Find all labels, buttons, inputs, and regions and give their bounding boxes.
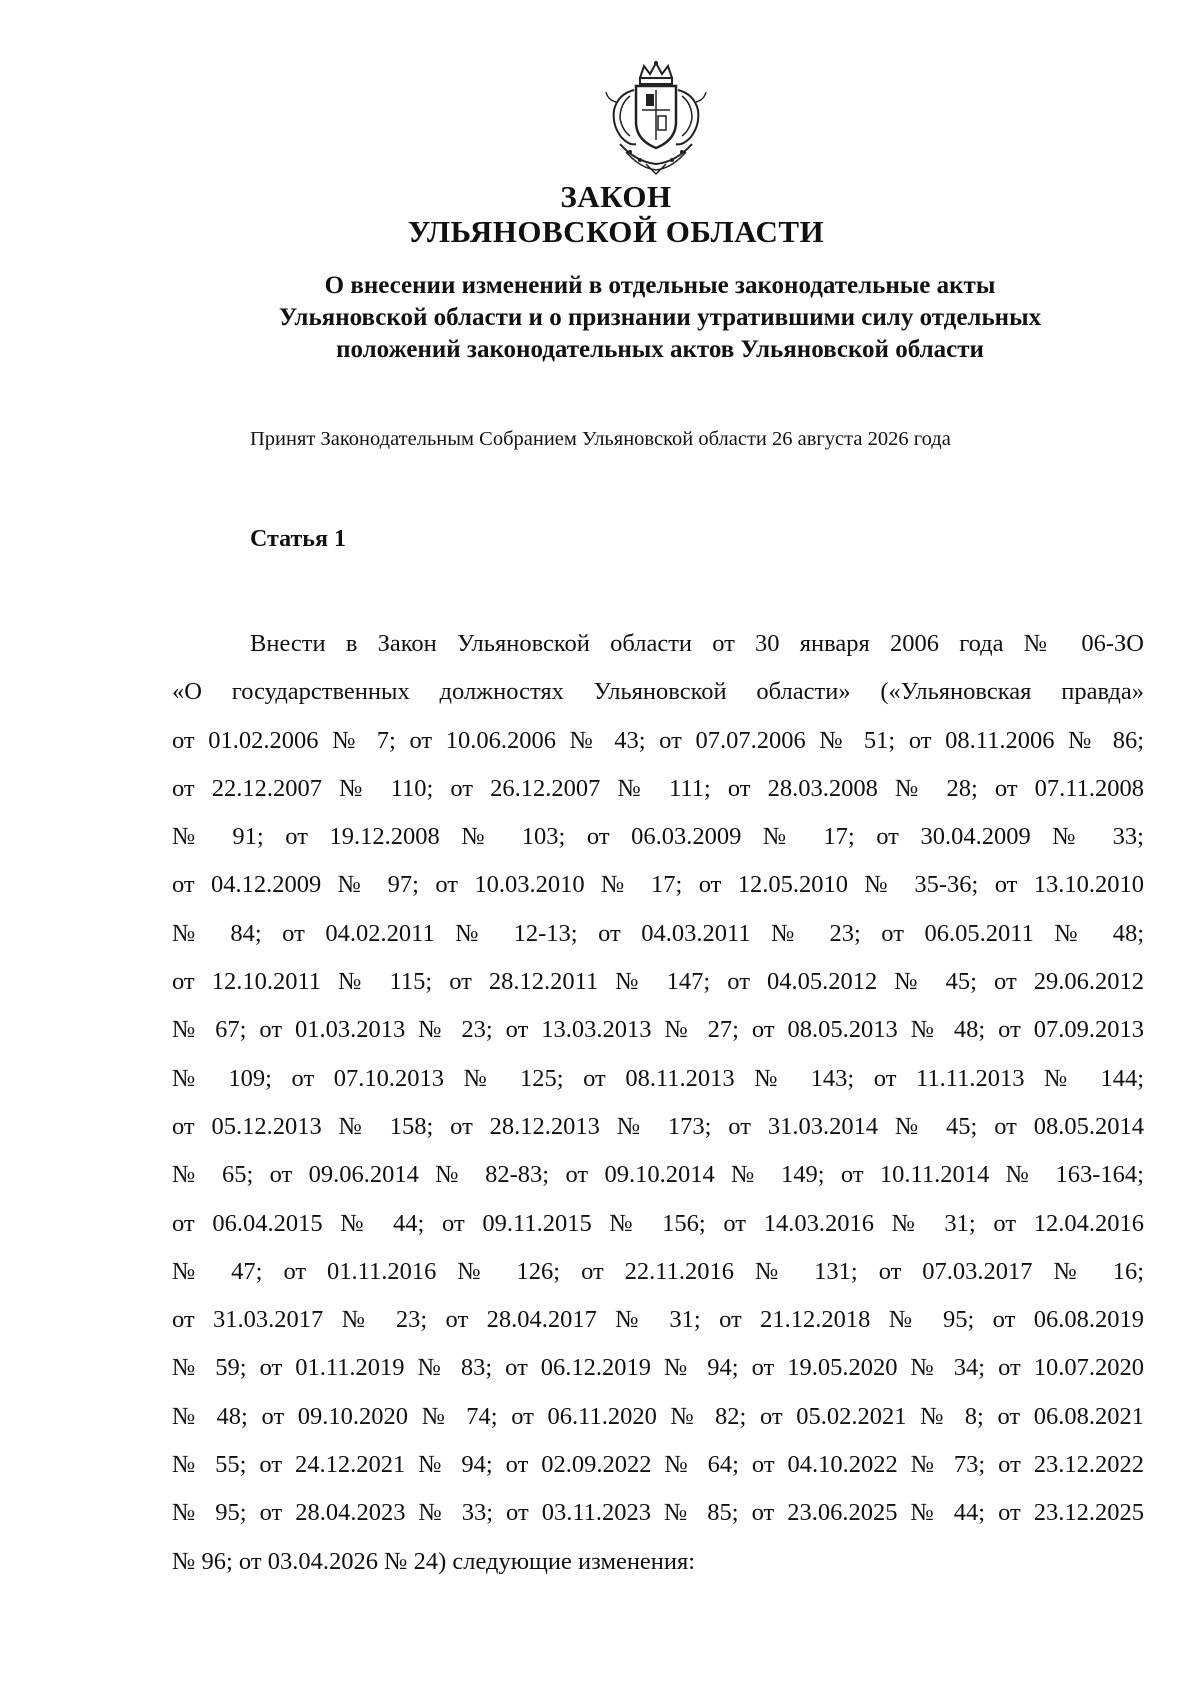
- law-subject: [200, 270, 1120, 366]
- article-line: от 06.04.2015 № 44; от 09.11.2015 № 156; от 14.03.2016 № 31; от 12.04.2016: [172, 1209, 1144, 1237]
- article-line: Внести в Закон Ульяновской области от 30 января 2006 года № 06-ЗО: [250, 630, 1144, 657]
- law-subject-line: О внесении изменений в отдельные законодательные акты: [324, 272, 996, 299]
- article-line: № 96; от 03.04.2026 № 24) следующие изменения:: [172, 1547, 696, 1575]
- article-line: № 67; от 01.03.2013 № 23; от 13.03.2013 № 27; от 08.05.2013 № 48; от 07.09.2013: [172, 1016, 1144, 1044]
- article-line: № 47; от 01.11.2016 № 126; от 22.11.2016 № 131; от 07.03.2017 № 16;: [172, 1257, 1144, 1285]
- article-body: [172, 620, 1144, 1586]
- law-region-title: УЛЬЯНОВСКОЙ ОБЛАСТИ: [407, 214, 825, 249]
- article-line: от 01.02.2006 № 7; от 10.06.2006 № 43; от 07.07.2006 № 51; от 08.11.2006 № 86;: [172, 726, 1144, 754]
- law-subject-line: положений законодательных актов Ульяновской области: [336, 336, 984, 363]
- article-line: от 04.12.2009 № 97; от 10.03.2010 № 17; от 12.05.2010 № 35-36; от 13.10.2010: [172, 871, 1144, 899]
- article-line: от 22.12.2007 № 110; от 26.12.2007 № 111; от 28.03.2008 № 28; от 07.11.2008: [172, 774, 1144, 802]
- adoption-note: Принят Законодательным Собранием Ульяновской области 26 августа 2026 года: [250, 428, 951, 450]
- article-line: от 05.12.2013 № 158; от 28.12.2013 № 173; от 31.03.2014 № 45; от 08.05.2014: [172, 1112, 1144, 1140]
- article-line: № 84; от 04.02.2011 № 12-13; от 04.03.2011 № 23; от 06.05.2011 № 48;: [172, 919, 1144, 947]
- article-line: «О государственных должностях Ульяновской области» («Ульяновская правда»: [172, 678, 1144, 706]
- article-heading: Статья 1: [250, 526, 346, 552]
- law-title: ЗАКОН: [560, 179, 672, 214]
- article-line: № 59; от 01.11.2019 № 83; от 06.12.2019 № 94; от 19.05.2020 № 34; от 10.07.2020: [172, 1354, 1144, 1382]
- article-line: № 95; от 28.04.2023 № 33; от 03.11.2023 № 85; от 23.06.2025 № 44; от 23.12.2025: [172, 1499, 1144, 1527]
- article-line: от 31.03.2017 № 23; от 28.04.2017 № 31; от 21.12.2018 № 95; от 06.08.2019: [172, 1306, 1144, 1334]
- article-line: № 55; от 24.12.2021 № 94; от 02.09.2022 № 64; от 04.10.2022 № 73; от 23.12.2022: [172, 1451, 1144, 1479]
- law-subject-line: Ульяновской области и о признании утратившими силу отдельных: [278, 304, 1042, 331]
- article-line: № 48; от 09.10.2020 № 74; от 06.11.2020 № 82; от 05.02.2021 № 8; от 06.08.2021: [172, 1402, 1144, 1430]
- article-line: от 12.10.2011 № 115; от 28.12.2011 № 147; от 04.05.2012 № 45; от 29.06.2012: [172, 968, 1144, 996]
- coat-of-arms-icon: [600, 60, 712, 176]
- article-line: № 109; от 07.10.2013 № 125; от 08.11.2013 № 143; от 11.11.2013 № 144;: [172, 1064, 1144, 1092]
- article-line: № 65; от 09.06.2014 № 82-83; от 09.10.2014 № 149; от 10.11.2014 № 163-164;: [172, 1161, 1144, 1189]
- article-line: № 91; от 19.12.2008 № 103; от 06.03.2009 № 17; от 30.04.2009 № 33;: [172, 823, 1144, 851]
